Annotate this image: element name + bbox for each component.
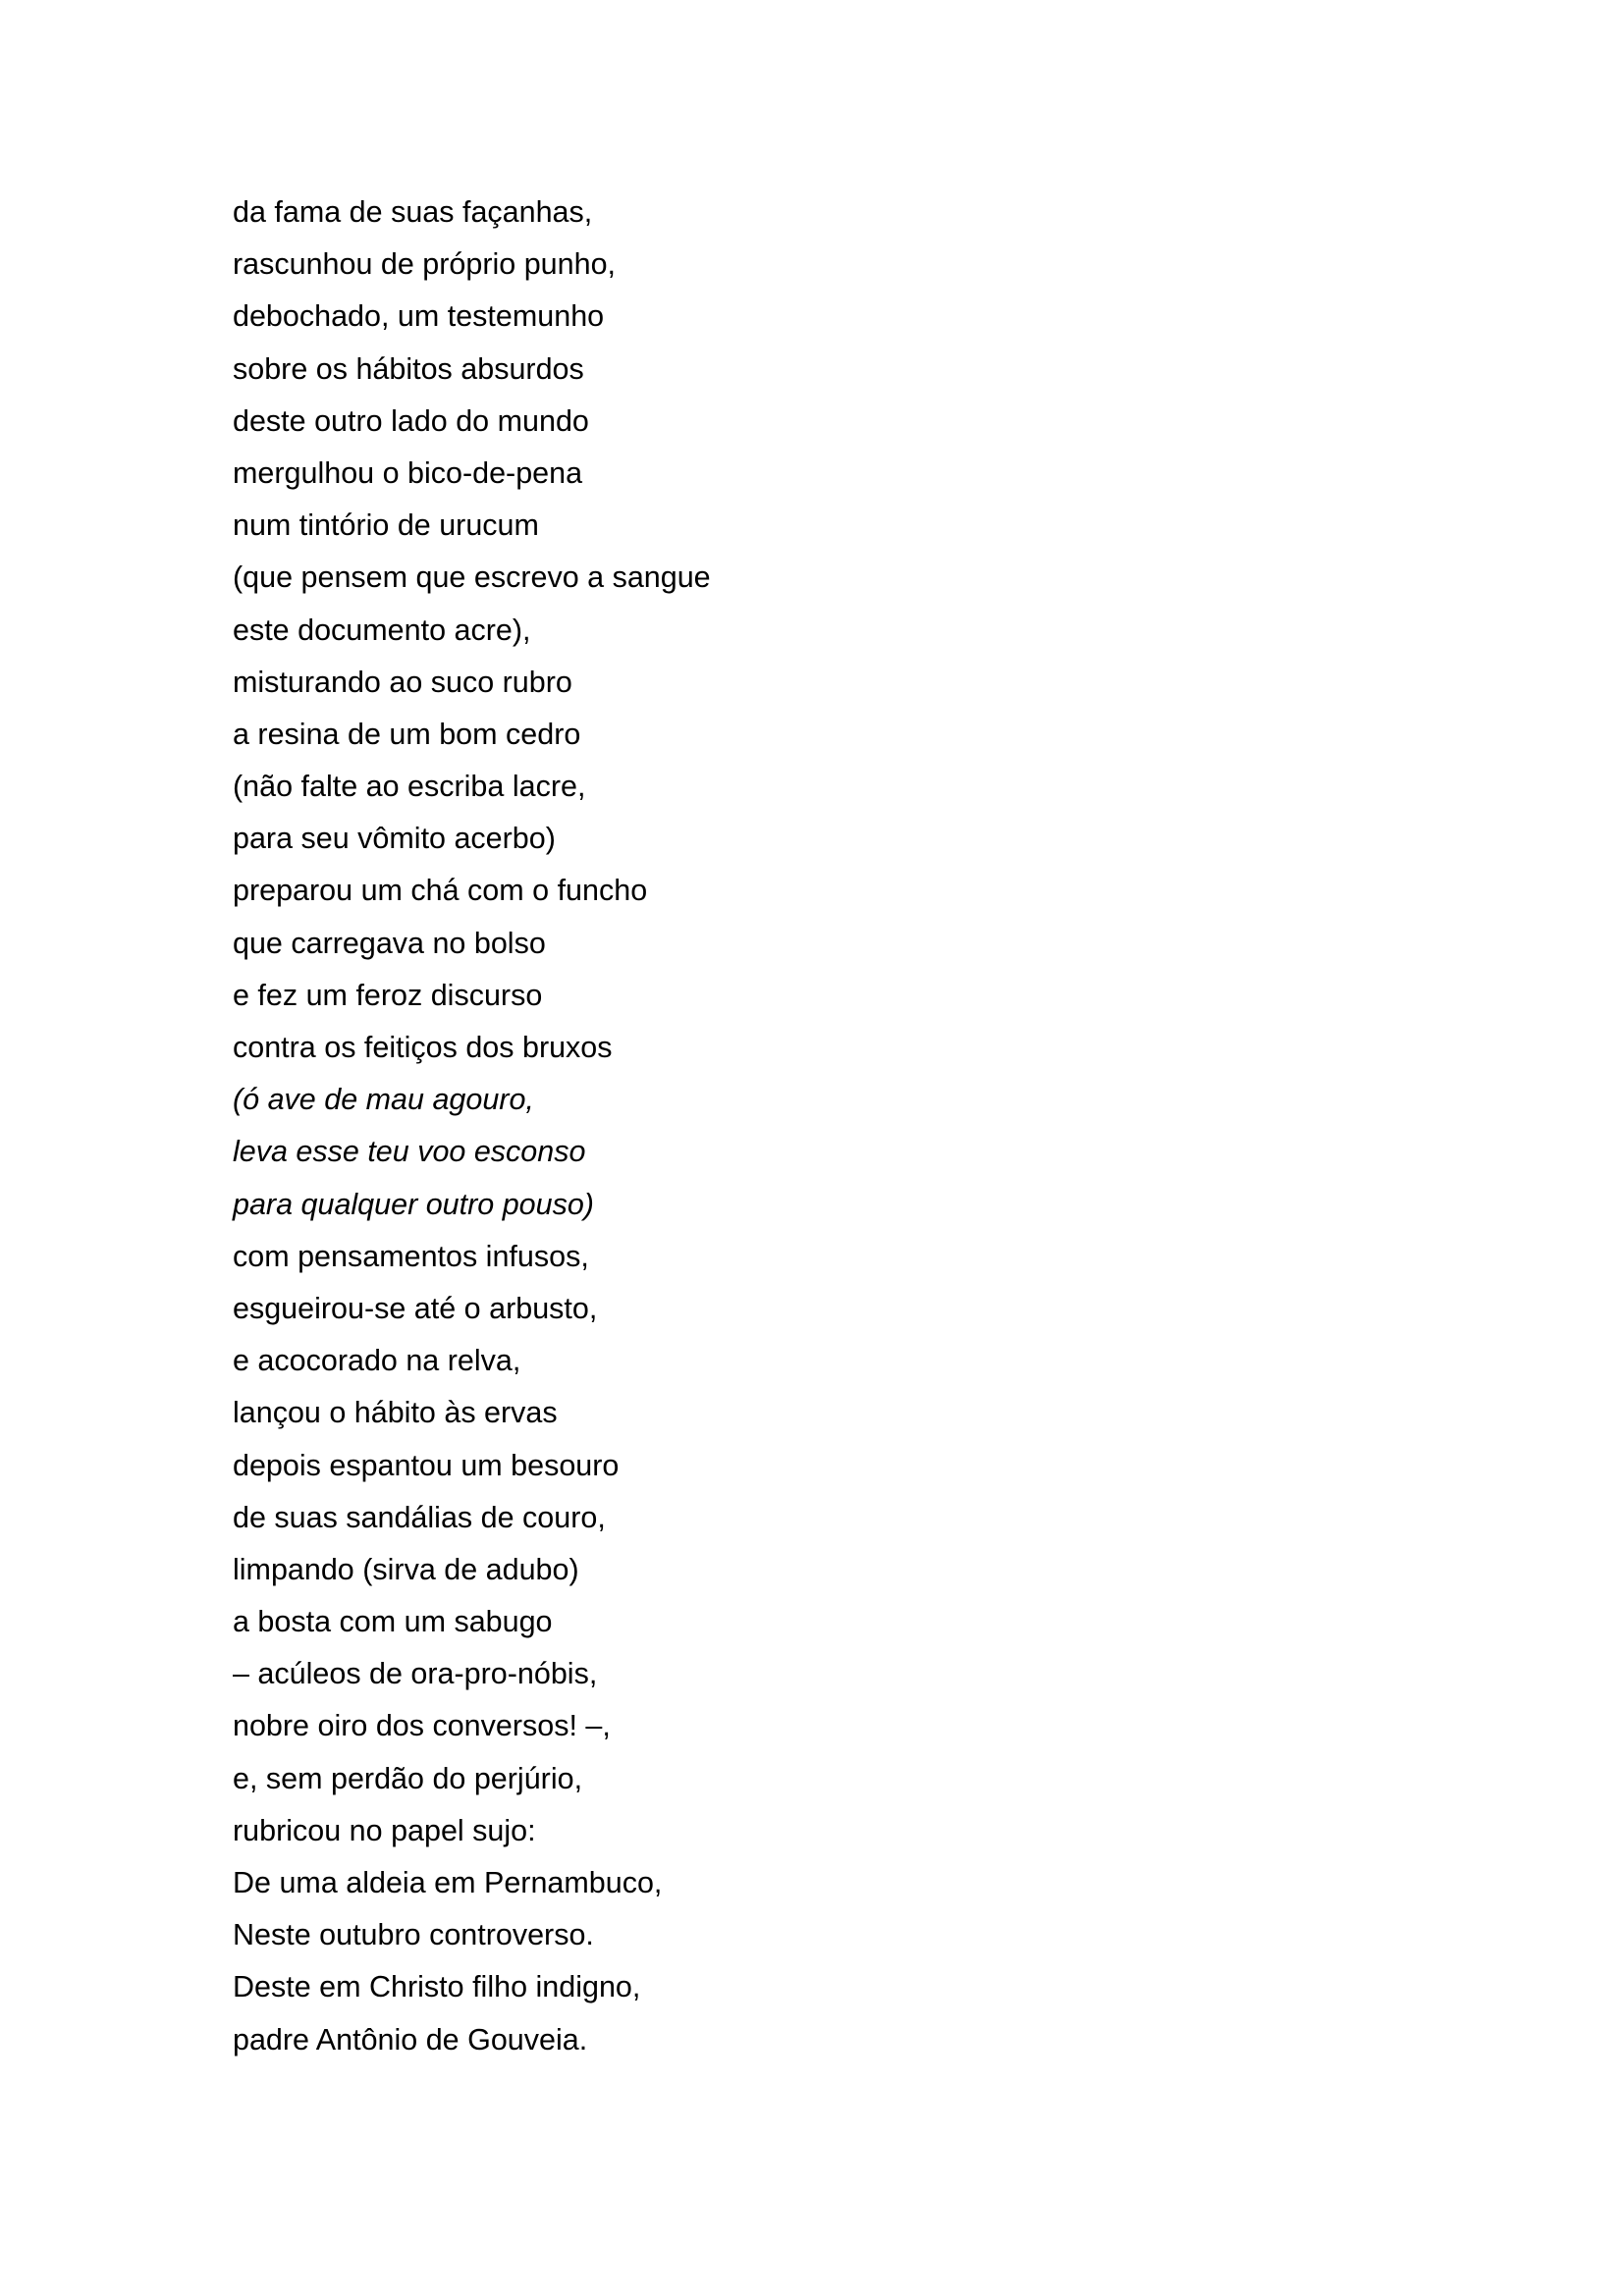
poem-line: que carregava no bolso (233, 926, 546, 960)
poem-line: lançou o hábito às ervas (233, 1396, 558, 1430)
poem-line: sobre os hábitos absurdos (233, 351, 584, 386)
poem-line: mergulhou o bico-de-pena (233, 455, 583, 490)
poem-line: De uma aldeia em Pernambuco, (233, 1866, 663, 1899)
poem-line: – acúleos de ora-pro-nóbis, (233, 1657, 598, 1691)
poem-line: nobre oiro dos conversos! –, (233, 1709, 611, 1743)
poem-line: rubricou no papel sujo: (233, 1813, 536, 1847)
poem-line: e, sem perdão do perjúrio, (233, 1761, 583, 1795)
poem-line: limpando (sirva de adubo) (233, 1552, 579, 1586)
poem-line: e fez um feroz discurso (233, 978, 543, 1012)
poem-line: (não falte ao escriba lacre, (233, 770, 586, 804)
poem-line: (que pensem que escrevo a sangue (233, 561, 711, 595)
poem-line: Neste outubro controverso. (233, 1918, 594, 1952)
poem-line: misturando ao suco rubro (233, 665, 572, 699)
poem-line: esgueirou-se até o arbusto, (233, 1291, 598, 1325)
poem-line: a resina de um bom cedro (233, 717, 581, 751)
poem-line: da fama de suas façanhas, (233, 195, 593, 229)
poem-line: Deste em Christo filho indigno, (233, 1970, 641, 2004)
poem-text (233, 187, 1411, 2066)
poem-line: para seu vômito acerbo) (233, 822, 556, 856)
poem-line: leva esse teu voo esconso (233, 1135, 586, 1169)
poem-line: e acocorado na relva, (233, 1344, 521, 1378)
poem-line: (ó ave de mau agouro, (233, 1083, 534, 1117)
poem-line: debochado, um testemunho (233, 299, 605, 334)
poem-line: com pensamentos infusos, (233, 1239, 589, 1273)
poem-line: de suas sandálias de couro, (233, 1500, 606, 1534)
poem-line: padre Antônio de Gouveia. (233, 2022, 588, 2056)
poem-line: num tintório de urucum (233, 508, 539, 543)
poem-line: este documento acre), (233, 613, 531, 647)
poem-line: para qualquer outro pouso) (233, 1187, 594, 1221)
poem-line: deste outro lado do mundo (233, 403, 589, 438)
poem-line: a bosta com um sabugo (233, 1605, 553, 1639)
poem-line: rascunhou de próprio punho, (233, 247, 617, 282)
poem-line: depois espantou um besouro (233, 1448, 620, 1482)
poem-line: preparou um chá com o funcho (233, 874, 648, 908)
poem-line: contra os feitiços dos bruxos (233, 1031, 613, 1064)
